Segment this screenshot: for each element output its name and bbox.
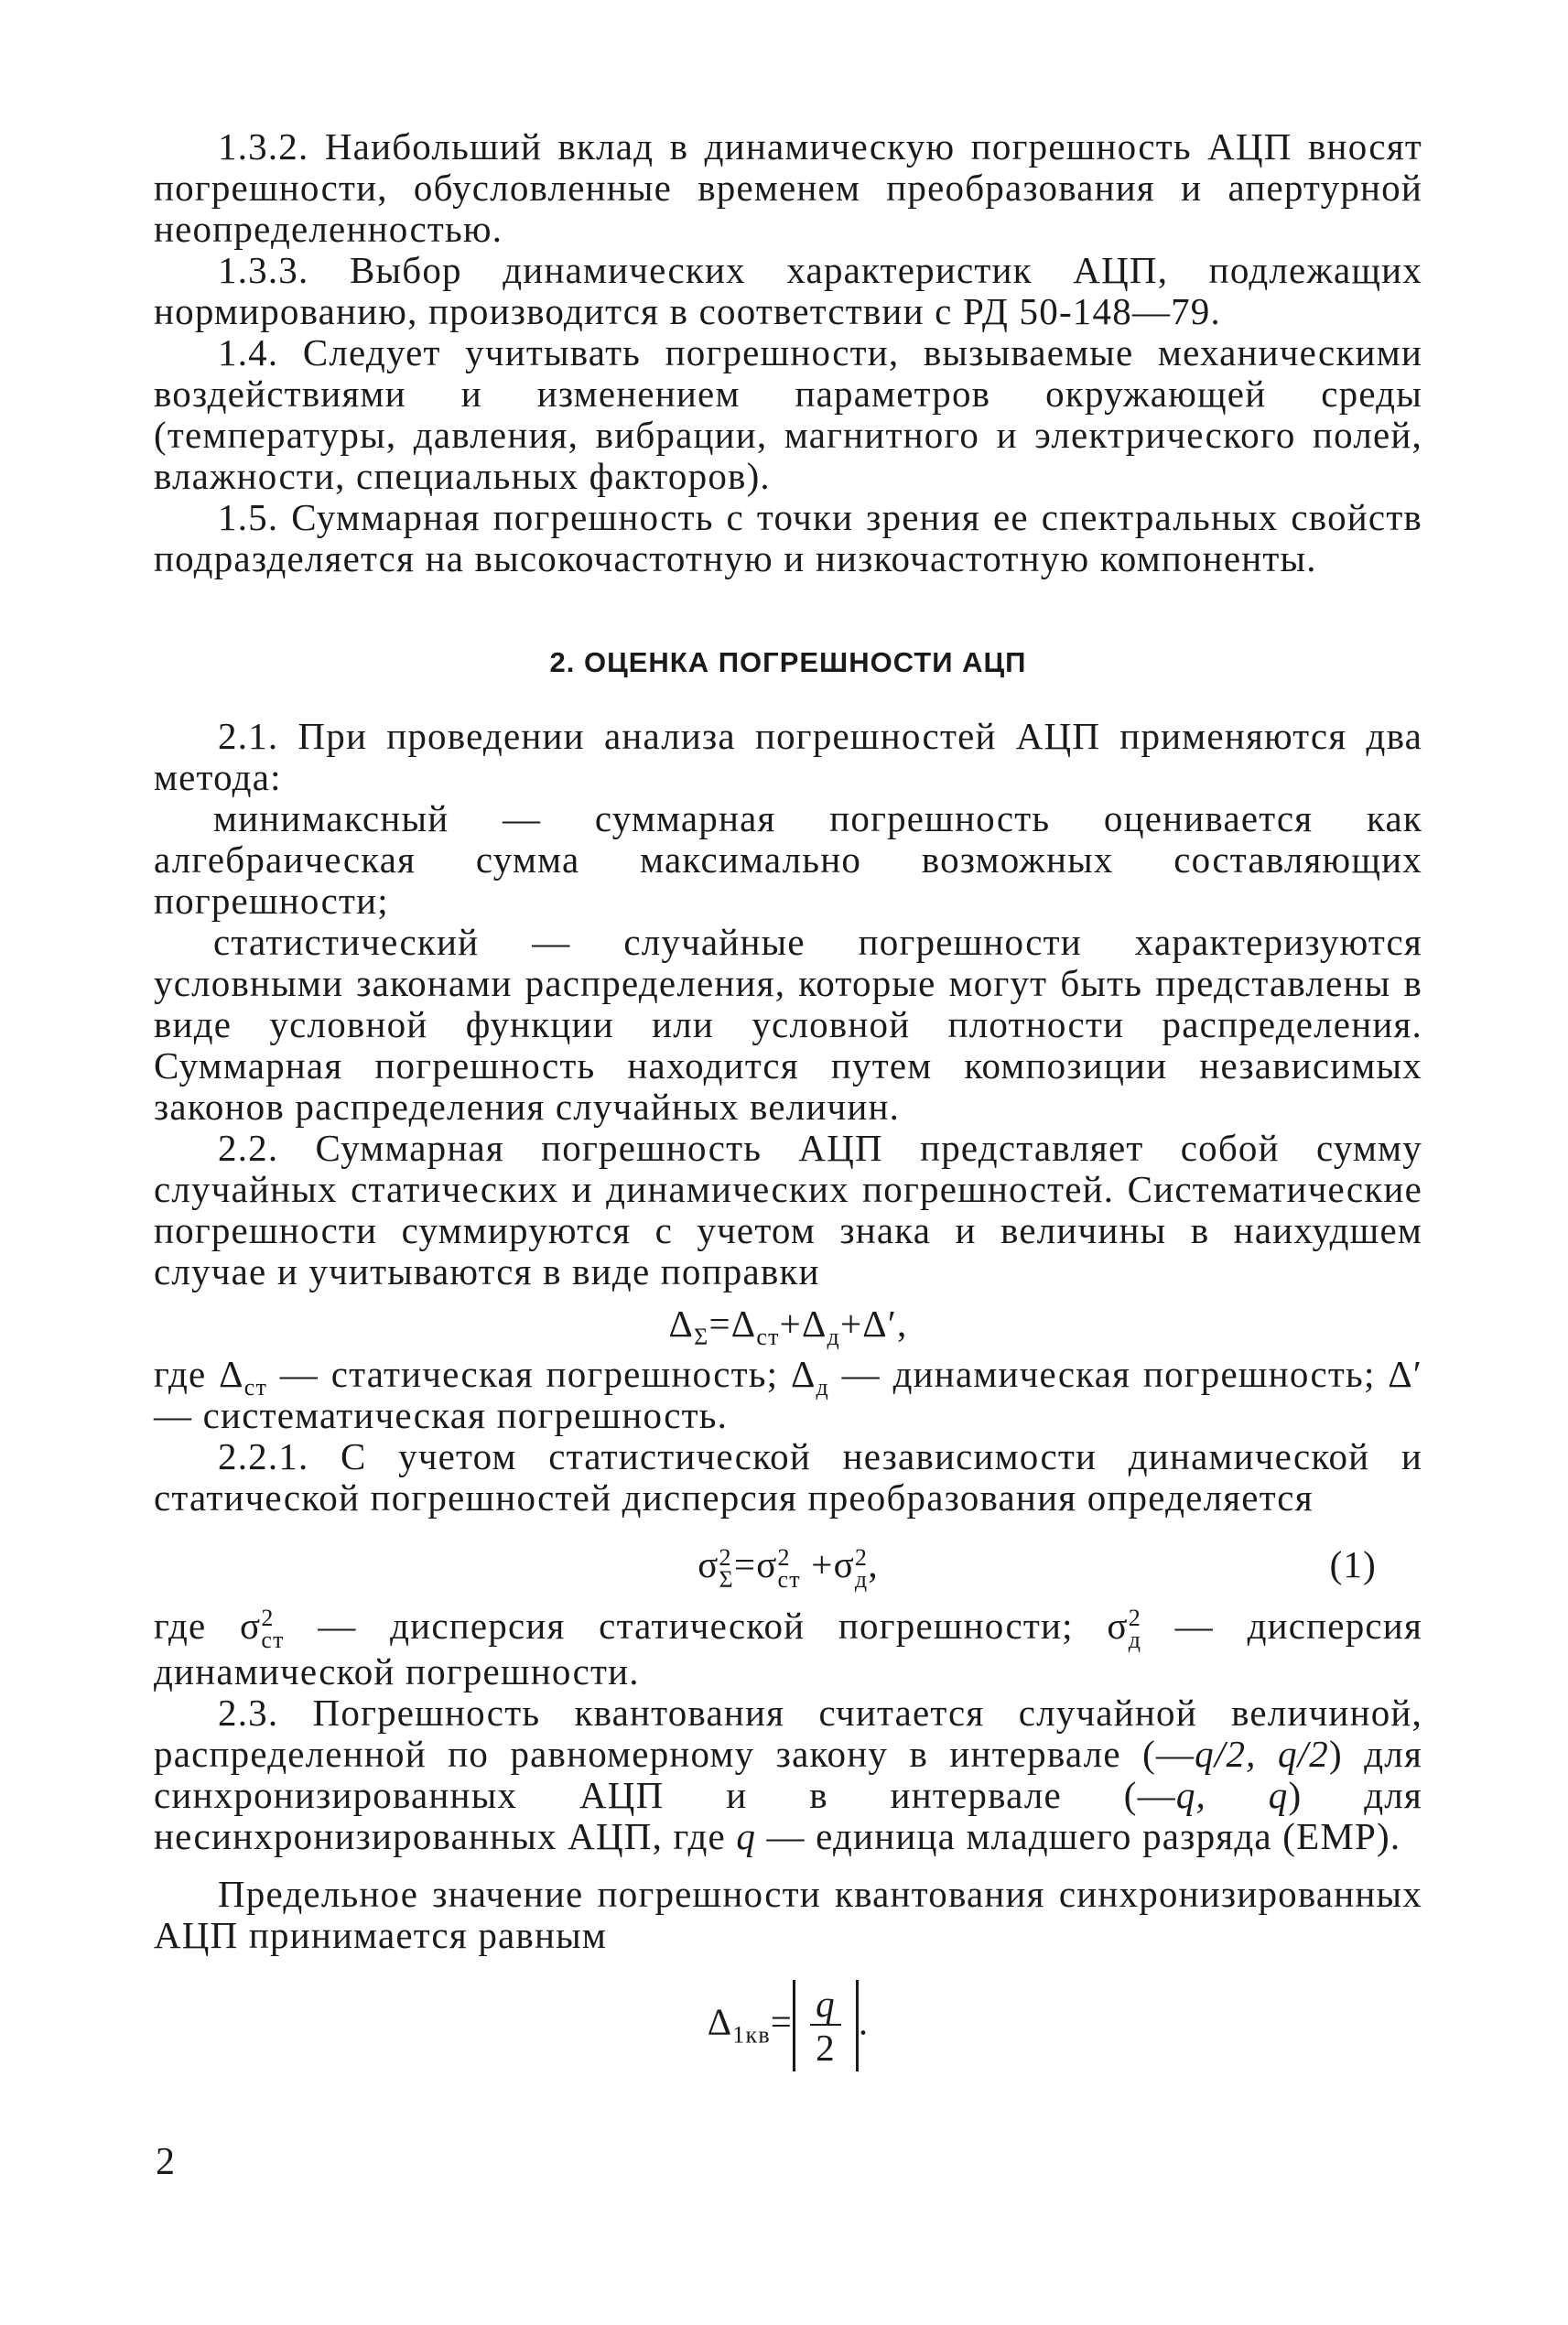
paragraph-2-2-where: где $\Delta_{ст}$ — статическая погрешность; $\Delta_д$ — динамическая погрешность; Δ′ — систематическая погрешность. (154, 1353, 1422, 1436)
formula-quantization-limit: $\Delta_{1кв}=$ $\frac{q}{2}$ . (154, 1980, 1422, 2071)
method-minimax: минимаксный — суммарная погрешность оценивается как алгебраическая сумма максимально возможных составляющих погрешности; (154, 797, 1422, 922)
paragraph-2-3: 2.3. Погрешность квантования считается случайной величиной, распределенной по равномерному закону в интервале (—q/2, q/2) для синхронизированных АЦП и в интервале (—q, q) для несинхронизированных АЦП, где q — единица младшего разряда (ЕМР). (154, 1692, 1422, 1858)
paragraph-1-3-2: 1.3.2. Наибольший вклад в динамическую погрешность АЦП вносят погрешности, обусловленные временем преобразования и апертурной неопределенностью. (154, 125, 1422, 250)
paragraph-2-2-1-where: где σ 2 ст — дисперсия статической погрешности; σ 2 д — дисперсия динамической погрешности. (154, 1604, 1423, 1693)
method-statistical: статистический — случайные погрешности характеризуются условными законами распределения, которые могут быть представлены в виде условной функции или условной плотности распределения. Суммарная погрешность находится путем композиции независимых законов распределения случайных величин. (154, 921, 1422, 1128)
equation-number: (1) (1329, 1543, 1377, 1585)
paragraph-1-3-3: 1.3.3. Выбор динамических характеристик АЦП, подлежащих нормированию, производится в соответствии с РД 50-148—79. (154, 249, 1422, 332)
document-page (154, 126, 1422, 2071)
paragraph-1-5: 1.5. Суммарная погрешность с точки зрения ее спектральных свойств подразделяется на высокочастотную и низкочастотную компоненты. (154, 496, 1422, 579)
paragraph-limit: Предельное значение погрешности квантования синхронизированных АЦП принимается равным (154, 1873, 1422, 1957)
page-number: 2 (156, 2141, 175, 2183)
paragraph-1-4: 1.4. Следует учитывать погрешности, вызываемые механическими воздействиями и изменением параметров окружающей среды (температуры, давления, вибрации, магнитного и электрического полей, влажности, специальных факторов). (154, 331, 1422, 497)
paragraph-2-2-1: 2.2.1. С учетом статистической независимости динамической и статической погрешностей дисперсия преобразования определяется (154, 1435, 1422, 1519)
section-heading: 2. ОЦЕНКА ПОГРЕШНОСТИ АЦП (549, 646, 1027, 678)
formula-total-error: $\Delta_\Sigma=\Delta_{ст}+\Delta_д+\Delta'$, (668, 1303, 908, 1351)
paragraph-2-1: 2.1. При проведении анализа погрешностей АЦП применяются два метода: (154, 715, 1422, 798)
paragraph-2-2: 2.2. Суммарная погрешность АЦП представляет собой сумму случайных статических и динамических погрешностей. Систематические погрешности суммируются с учетом знака и величины в наихудшем случае и учитываются в виде поправки (154, 1127, 1422, 1292)
formula-variance: σ 2 Σ =σ 2 ст +σ 2 д , (1) (697, 1543, 1377, 1593)
